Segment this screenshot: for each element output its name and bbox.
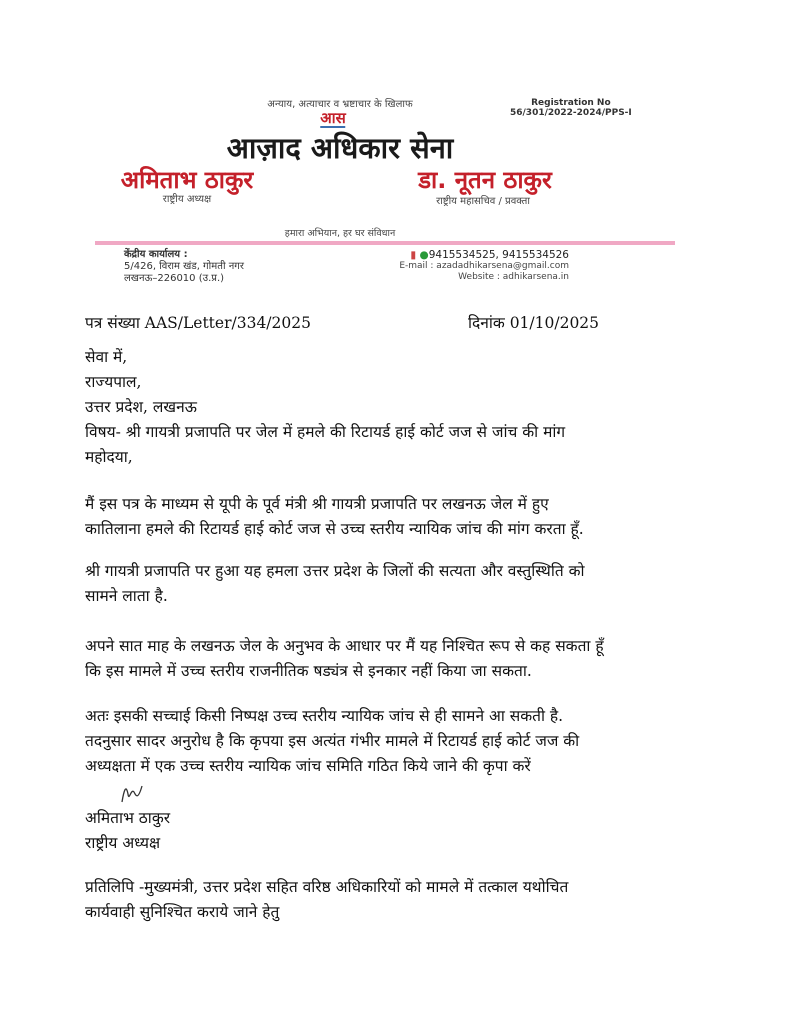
addressee-line: सेवा में,: [85, 348, 128, 366]
leader1-name: अमिताभ ठाकुर: [120, 166, 254, 194]
salutation: महोदया,: [85, 448, 133, 466]
tagline: हमारा अभियान, हर घर संविधान: [284, 228, 396, 239]
signature: [118, 780, 148, 808]
line: सामने लाता है.: [85, 587, 168, 605]
paragraph: [85, 559, 585, 609]
short-name-logo: आस: [320, 109, 346, 127]
line: प्रतिलिपि -मुख्यमंत्री, उत्तर प्रदेश सहित वरिष्ठ अधिकारियों को मामले में तत्काल यथोचित: [85, 878, 569, 896]
line: तदनुसार सादर अनुरोध है कि कृपया इस अत्यंत गंभीर मामले में रिटायर्ड हाई कोर्ट जज की: [85, 732, 580, 750]
registration-label: Registration No: [531, 98, 611, 108]
addressee: [85, 345, 565, 470]
leader2-title: राष्ट्रीय महासचिव / प्रवक्ता: [436, 196, 530, 207]
addressee-line: उत्तर प्रदेश, लखनऊ: [85, 398, 197, 416]
office-address-line2: लखनऊ–226010 (उ.प्र.): [124, 273, 225, 284]
addressee-line: राज्यपाल,: [85, 373, 142, 391]
line: श्री गायत्री प्रजापति पर हुआ यह हमला उत्तर प्रदेश के जिलों की सत्यता और वस्तुस्थिति को: [85, 562, 585, 580]
line: कि इस मामले में उच्च स्तरीय राजनीतिक षड्यंत्र से इनकार नहीं किया जा सकता.: [85, 662, 532, 680]
copy-to: [85, 875, 568, 925]
paragraph: [85, 704, 579, 779]
subject: विषय- श्री गायत्री प्रजापति पर जेल में हमले की रिटायर्ड हाई कोर्ट जज से जांच की मांग: [85, 423, 566, 441]
paragraph: [85, 492, 584, 542]
leader2-name: डा. नूतन ठाकुर: [418, 166, 552, 194]
website: Website : adhikarsena.in: [458, 272, 569, 282]
signatory-name: अमिताभ ठाकुर: [85, 809, 171, 827]
signatory: [85, 806, 170, 856]
line: अध्यक्षता में एक उच्च स्तरीय न्यायिक जांच समिति गठित किये जाने की कृपा करें: [85, 757, 531, 775]
registration-number: 56/301/2022-2024/PPS-I: [510, 108, 632, 118]
slogan: अन्याय, अत्याचार व भ्रष्टाचार के खिलाफ: [267, 99, 413, 110]
org-name: आज़ाद अधिकार सेना: [226, 131, 454, 165]
phone-icon: ▮: [410, 249, 417, 261]
line: कातिलाना हमले की रिटायर्ड हाई कोर्ट जज से उच्च स्तरीय न्यायिक जांच की मांग करता हूँ.: [85, 520, 584, 538]
reference-number: पत्र संख्या AAS/Letter/334/2025: [85, 314, 311, 332]
office-label: केंद्रीय कार्यालय :: [124, 249, 188, 260]
letter-date: दिनांक 01/10/2025: [468, 314, 600, 332]
line: कार्यवाही सुनिश्चित कराये जाने हेतु: [85, 903, 280, 921]
registration: [510, 98, 632, 118]
email: E-mail : azadadhikarsena@gmail.com: [399, 261, 569, 271]
phones: 9415534525, 9415534526: [428, 249, 569, 261]
line: अपने सात माह के लखनऊ जेल के अनुभव के आधार पर मैं यह निश्चित रूप से कह सकता हूँ: [85, 637, 604, 655]
line: अतः इसकी सच्चाई किसी निष्पक्ष उच्च स्तरीय न्यायिक जांच से ही सामने आ सकती है.: [85, 707, 564, 725]
office-address: [124, 249, 244, 285]
paragraph: [85, 634, 604, 684]
office-address-line1: 5/426, विराम खंड, गोमती नगर: [124, 261, 244, 272]
line: मैं इस पत्र के माध्यम से यूपी के पूर्व मंत्री श्री गायत्री प्रजापति पर लखनऊ जेल में हुए: [85, 495, 549, 513]
signatory-title: राष्ट्रीय अध्यक्ष: [85, 834, 161, 852]
header-rule: [95, 241, 675, 245]
leader1-title: राष्ट्रीय अध्यक्ष: [162, 194, 212, 205]
whatsapp-icon: ●: [419, 249, 429, 261]
contact-info: [399, 250, 569, 283]
